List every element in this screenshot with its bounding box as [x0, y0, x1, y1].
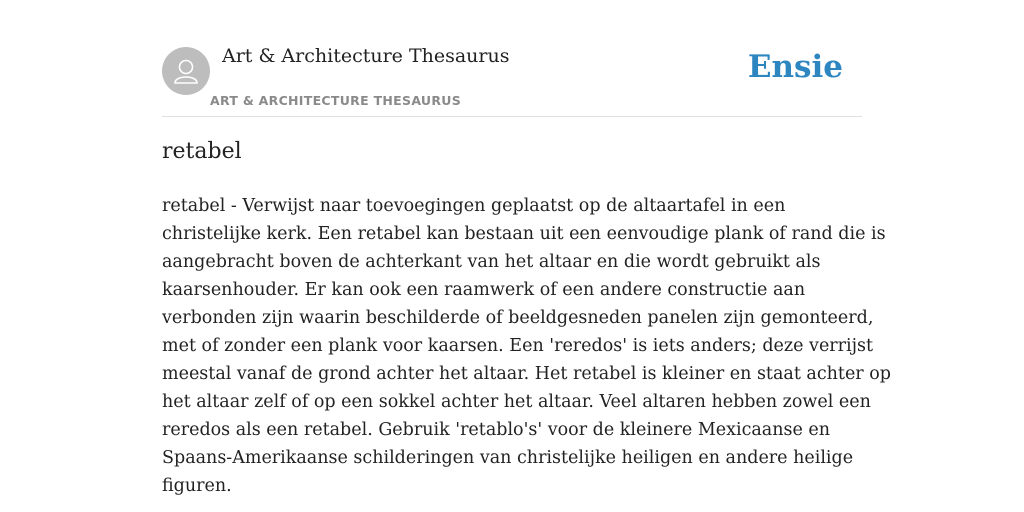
definition-line: het altaar zelf of op een sokkel achter het altaar. Veel altaren hebben zowel een [162, 392, 871, 412]
user-silhouette-icon [162, 47, 210, 95]
term-title: retabel [162, 139, 242, 164]
ensie-logo-link[interactable]: Ensie [747, 49, 843, 85]
definition-line: christelijke kerk. Een retabel kan bestaan uit een eenvoudige plank of rand die is [162, 224, 886, 244]
definition-line: met of zonder een plank voor kaarsen. Een 'reredos' is iets anders; deze verrijst [162, 336, 874, 356]
definition-line: aangebracht boven de achterkant van het altaar en die wordt gebruikt als [162, 252, 821, 272]
definition-line: meestal vanaf de grond achter het altaar. Het retabel is kleiner en staat achter op [162, 364, 891, 384]
card-header [162, 0, 862, 117]
definition-line: Spaans-Amerikaanse schilderingen van christelijke heiligen en andere heilige [162, 448, 854, 468]
entry-card [162, 0, 891, 496]
definition-text [162, 192, 891, 500]
user-avatar-icon[interactable] [162, 47, 210, 95]
definition-line: retabel - Verwijst naar toevoegingen geplaatst op de altaartafel in een [162, 196, 786, 216]
definition-line: verbonden zijn waarin beschilderde of beeldgesneden panelen zijn gemonteerd, [162, 308, 874, 328]
definition-line: reredos als een retabel. Gebruik 'retablo's' voor de kleinere Mexicaanse en [162, 420, 831, 440]
source-title[interactable]: Art & Architecture Thesaurus [222, 45, 510, 67]
definition-line: figuren. [162, 476, 232, 496]
definition-line: kaarsenhouder. Er kan ook een raamwerk of een andere constructie aan [162, 280, 806, 300]
source-subtitle[interactable]: ART & ARCHITECTURE THESAURUS [210, 93, 462, 108]
